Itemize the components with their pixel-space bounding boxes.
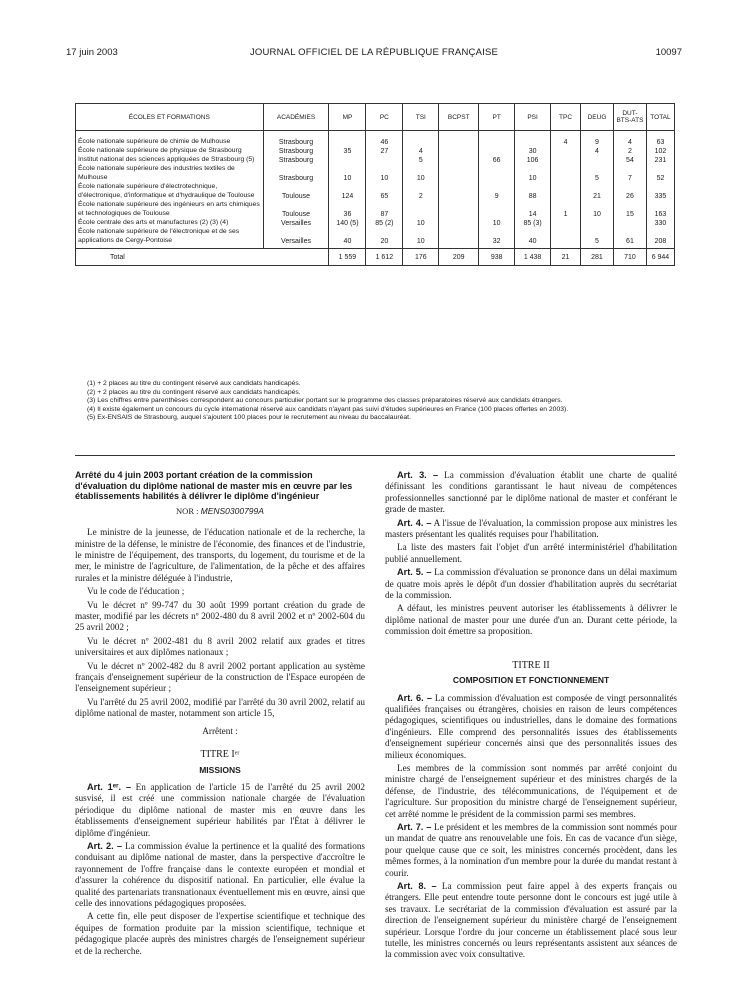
cell-total: 63: [646, 131, 674, 147]
article-label: Art. 8. –: [397, 881, 437, 891]
section-divider: [75, 455, 675, 456]
table-row: [76, 164, 675, 182]
cell-total: 208: [646, 227, 674, 249]
article-1: [75, 782, 365, 839]
cell-pt: [479, 200, 515, 218]
cell-deug: 10: [581, 200, 614, 218]
article-6: [385, 693, 677, 761]
cell-pc: 20: [366, 227, 403, 249]
cell-pc: 46: [366, 131, 403, 147]
table-row: [76, 200, 675, 218]
cell-dut: 26: [613, 182, 646, 200]
article-7: [385, 822, 677, 879]
arretent: Arrêtent :: [202, 725, 238, 736]
cell-tpc: [551, 182, 581, 200]
cell-dut: 54: [613, 155, 646, 164]
footnote: (2) + 2 places au titre du contingent réservé aux candidats handicapés.: [87, 388, 301, 396]
cell-tsi: [403, 131, 439, 147]
cell-tsi: 10: [403, 218, 439, 227]
cell-deug: [581, 155, 614, 164]
cell-psi: 30: [515, 146, 551, 155]
cell-pc: 10: [366, 164, 403, 182]
footnote: (1) + 2 places au titre du contingent réservé aux candidats handicapés.: [87, 380, 301, 387]
column-header: TSI: [403, 104, 439, 131]
article-text: La commission d'évaluation se prononce dans un délai maximum de quatre mois après le dépôt d'un dossier d'habilitation auprès du secrétariat de la commission.: [385, 567, 678, 601]
cell-total: 52: [646, 164, 674, 182]
table-row: [76, 146, 675, 155]
footnote: (4) Il existe également un concours du cycle international réservé aux candidats n'ayant pas suivi d'études supérieures en France (100 places offertes en 2003).: [87, 405, 569, 413]
cell-deug: 4: [581, 146, 614, 155]
composition-heading: COMPOSITION ET FONCTIONNEMENT: [452, 675, 610, 686]
cell-deug: [581, 218, 614, 227]
paragraph: Le ministre de la jeunesse, de l'éducation nationale et de la recherche, la ministre de la défense, le ministre de l'économie, des finances et de l'industrie, le ministre de l'équipement, des transports, du logement, du tourisme et de la mer, le ministre de l'agriculture, de l'alimentation, de la pêche et des affaires rurales et la ministre déléguée à l'industrie,: [75, 527, 365, 583]
cell-bcpst: [439, 227, 479, 249]
total-label: Total: [76, 249, 329, 266]
missions-heading: MISSIONS: [199, 764, 241, 775]
table-row: [76, 218, 675, 227]
cell-pt: [479, 131, 515, 147]
titre-2-heading: TITRE II: [512, 659, 550, 671]
cell-deug: 9: [581, 131, 614, 147]
cell-pc: [366, 155, 403, 164]
article-text: La commission peut faire appel à des experts français ou étrangers. Elle peut entendre toute personne dont le concours est jugé utile à ses travaux. Le secrétariat de la commission d'évaluation est assuré par la direction de l'enseignement supérieur du ministère chargé de l'enseignement supérieur. Lorsque l'ordre du jour concerne un établissement placé sous leur tutelle, les ministres concernés ou leurs représentants assistent aux séances de la commission avec voix consultative.: [385, 881, 678, 960]
cell-pt: 10: [479, 218, 515, 227]
cell-bcpst: [439, 200, 479, 218]
cell-pt: 9: [479, 182, 515, 200]
cell-tpc: [551, 227, 581, 249]
school-name: École nationale supérieure de physique de Strasbourg: [76, 146, 264, 155]
cell-bcpst: [439, 155, 479, 164]
school-name: École nationale supérieure des industries textiles de Mulhouse: [76, 164, 264, 182]
cell-bcpst: [439, 182, 479, 200]
cell-tsi: 2: [403, 182, 439, 200]
cell-tpc: [551, 218, 581, 227]
column-header: ACADÉMIES: [263, 104, 329, 131]
article-text: Le président et les membres de la commission sont nommés pour un mandat de quatre ans renouvelable une fois. En cas de vacance d'un siège, pour quelque cause que ce soit, les ministres concernés procèdent, dans les mêmes formes, à la nomination d'un membre pour la durée du mandat restant à courir.: [385, 821, 678, 878]
school-name: Institut national des sciences appliquées de Strasbourg (5): [76, 155, 264, 164]
cell-bcpst: [439, 146, 479, 155]
cell-acad: Versailles: [263, 227, 329, 249]
table-row: [76, 155, 675, 164]
cell-mp: 36: [329, 200, 366, 218]
cell-deug: 21: [581, 182, 614, 200]
right-column: [385, 470, 677, 963]
paragraph: La liste des masters fait l'objet d'un arrêté interministériel d'habilitation publié annuellement.: [385, 542, 677, 564]
footnote: (3) Les chiffres entre parenthèses correspondent au concours particulier portant sur le programme des classes préparatoires réservé aux candidats étrangers.: [87, 397, 563, 405]
article-label: Art. 5. –: [397, 567, 432, 578]
cell-tpc: 4: [551, 131, 581, 147]
cell-tsi: 10: [403, 164, 439, 182]
total-pc: 1 612: [366, 249, 403, 266]
total-mp: 1 559: [329, 249, 366, 266]
cell-psi: 88: [515, 182, 551, 200]
column-header: TPC: [551, 104, 581, 131]
article-4: [385, 518, 677, 541]
table-footnotes: [87, 380, 677, 423]
cell-acad: Strasbourg: [263, 164, 329, 182]
cell-dut: 4: [613, 131, 646, 147]
cell-tsi: [403, 200, 439, 218]
paragraph: Vu le décret nº 99-747 du 30 août 1999 portant création du grade de master, modifié par les décrets nº 2002-480 du 8 avril 2002 et nº 2002-604 du 25 avril 2002 ;: [75, 599, 365, 633]
total-total: 6 944: [646, 249, 674, 266]
cell-tpc: [551, 146, 581, 155]
cell-acad: Versailles: [263, 218, 329, 227]
cell-dut: [613, 218, 646, 227]
cell-acad: Strasbourg: [263, 155, 329, 164]
article-text: La commission d'évaluation est composée de vingt personnalités qualifiées françaises ou étrangères, choisies en raison de leurs compétences pédagogiques, scientifiques ou industrielles, dans le domaine des formations d'ingénieurs. Elle comprend des personnalités issues des établissements d'enseignement supérieur concernés ainsi que des personnalités issues des milieux économiques.: [385, 692, 678, 760]
column-header: DUT-BTS-ATS: [613, 104, 646, 131]
cell-total: 335: [646, 182, 674, 200]
article-3: [385, 470, 677, 516]
cell-dut: 7: [613, 164, 646, 182]
total-psi: 1 438: [515, 249, 551, 266]
footnote: (5) Ex-ENSAIS de Strasbourg, auquel s'ajoutent 100 places pour le recrutement au niveau du baccalauréat.: [87, 414, 411, 422]
total-deug: 281: [581, 249, 614, 266]
decree-title: Arrêté du 4 juin 2003 portant création de la commission d'évaluation du diplôme national de master mis en œuvre par les établissements habilités à délivrer le diplôme d'ingénieur: [75, 470, 353, 502]
cell-total: 330: [646, 218, 674, 227]
cell-total: 102: [646, 146, 674, 155]
total-tpc: 21: [551, 249, 581, 266]
cell-pt: 32: [479, 227, 515, 249]
cell-tsi: 10: [403, 227, 439, 249]
cell-psi: [515, 131, 551, 147]
cell-pt: [479, 146, 515, 155]
total-pt: 938: [479, 249, 515, 266]
column-header: BCPST: [439, 104, 479, 131]
paragraph: A défaut, les ministres peuvent autoriser les établissements à délivrer le diplôme national de master pour une durée d'un an. Durant cette période, la commission doit émettre sa proposition.: [385, 603, 677, 637]
total-row: [76, 249, 675, 266]
cell-pc: 27: [366, 146, 403, 155]
cell-acad: Strasbourg: [263, 131, 329, 147]
cell-mp: 35: [329, 146, 366, 155]
article-2: [75, 841, 365, 909]
column-header: MP: [329, 104, 366, 131]
cell-tpc: [551, 155, 581, 164]
page-number: 10097: [655, 47, 682, 58]
cell-mp: 40: [329, 227, 366, 249]
cell-pc: 85 (2): [366, 218, 403, 227]
cell-psi: 106: [515, 155, 551, 164]
paragraph: Vu l'arrêté du 25 avril 2002, modifié par l'arrêté du 30 avril 2002, relatif au diplôme national de master, notamment son article 15,: [75, 696, 365, 719]
table-row: [76, 227, 675, 249]
cell-mp: 140 (5): [329, 218, 366, 227]
cell-acad: Toulouse: [263, 200, 329, 218]
article-label: Art. 2. –: [87, 840, 123, 851]
cell-dut: 61: [613, 227, 646, 249]
cell-pc: 65: [366, 182, 403, 200]
nor-label: NOR :: [176, 505, 199, 516]
article-text: A l'issue de l'évaluation, la commission propose aux ministres les masters présentant les qualités requises pour l'habilitation.: [385, 517, 677, 540]
article-text: La commission évalue la pertinence et la qualité des formations conduisant au diplôme national de master, dans la perspective d'accroître le rayonnement de l'offre française dans le contexte européen et mondial et d'assurer la cohérence du dispositif national. En particulier, elle évalue la qualité des partenariats transnationaux éventuellement mis en œuvre, ainsi que celle des innovations pédagogiques proposées.: [75, 840, 365, 908]
cell-bcpst: [439, 131, 479, 147]
cell-tsi: 5: [403, 155, 439, 164]
cell-dut: 2: [613, 146, 646, 155]
cell-psi: 40: [515, 227, 551, 249]
cell-tpc: [551, 164, 581, 182]
article-text: En application de l'article 15 de l'arrêté du 25 avril 2002 susvisé, il est créé une commission nationale chargée de l'évaluation périodique du diplôme national de master mis en œuvre dans les établissements d'enseignement supérieur habilités par l'État à délivrer le diplôme d'ingénieur.: [75, 781, 365, 838]
article-text: La commission d'évaluation établit une charte de qualité définissant les conditions garantissant le haut niveau de compétences professionnelles sanctionné par le diplôme national de master et conférant le grade de master.: [385, 470, 678, 515]
cell-mp: 124: [329, 182, 366, 200]
school-name: École nationale supérieure de chimie de Mulhouse: [76, 131, 264, 147]
column-header: PT: [479, 104, 515, 131]
header-date: 17 juin 2003: [66, 47, 118, 58]
column-header: PC: [366, 104, 403, 131]
cell-total: 163: [646, 200, 674, 218]
titre-1-heading: TITRE Iᵉʳ: [200, 749, 240, 761]
article-label: Art. 6. –: [397, 692, 432, 703]
paragraph: Vu le code de l'éducation ;: [87, 586, 185, 597]
cell-pt: 66: [479, 155, 515, 164]
cell-acad: Strasbourg: [263, 146, 329, 155]
table-row: [76, 131, 675, 147]
journal-title: JOURNAL OFFICIEL DE LA RÉPUBLIQUE FRANÇAISE: [249, 47, 499, 58]
cell-deug: 5: [581, 227, 614, 249]
cell-bcpst: [439, 164, 479, 182]
nor-reference: [75, 506, 365, 517]
table-header-row: [76, 104, 675, 131]
cell-psi: 85 (3): [515, 218, 551, 227]
cell-tsi: 4: [403, 146, 439, 155]
article-8: [385, 881, 677, 961]
school-name: École nationale supérieure de l'électronique et de ses applications de Cergy-Pontoise: [76, 227, 264, 249]
column-header: TOTAL: [646, 104, 674, 131]
cell-tpc: 1: [551, 200, 581, 218]
cell-bcpst: [439, 218, 479, 227]
cell-mp: [329, 155, 366, 164]
column-header: PSI: [515, 104, 551, 131]
cell-pt: [479, 164, 515, 182]
table-row: [76, 182, 675, 200]
school-name: École nationale supérieure des ingénieurs en arts chimiques et technologiques de Toulouse: [76, 200, 264, 218]
article-label: Art. 3. –: [397, 470, 439, 480]
places-table: [75, 103, 675, 266]
total-bcpst: 209: [439, 249, 479, 266]
nor-code: MENS0300799A: [200, 505, 264, 516]
school-name: École nationale supérieure d'électrotechnique, d'électronique, d'informatique et d'hydraulique de Toulouse: [76, 182, 264, 200]
paragraph: Vu le décret nº 2002-482 du 8 avril 2002 portant application au système français d'enseignement supérieur de la construction de l'Espace européen de l'enseignement supérieur ;: [75, 660, 365, 694]
article-5: [385, 567, 677, 601]
cell-mp: [329, 131, 366, 147]
paragraph: Les membres de la commission sont nommés par arrêté conjoint du ministre chargé de l'enseignement supérieur et des ministres chargés de la défense, de l'industrie, des télécommunications, de l'équipement et de l'agriculture. Sur proposition du ministre chargé de l'enseignement supérieur, cet arrêté nomme le président de la commission parmi ses membres.: [385, 762, 677, 819]
cell-pc: 87: [366, 200, 403, 218]
paragraph: A cette fin, elle peut disposer de l'expertise scientifique et technique des équipes de formation produite par la mission scientifique, technique et pédagogique placée auprès des ministres chargés de l'enseignement supérieur et de la recherche.: [75, 911, 365, 956]
cell-psi: 14: [515, 200, 551, 218]
article-label: Art. 1ᵉʳ. –: [87, 781, 132, 792]
total-tsi: 176: [403, 249, 439, 266]
cell-mp: 10: [329, 164, 366, 182]
article-label: Art. 7. –: [397, 821, 432, 832]
total-dut: 710: [613, 249, 646, 266]
article-label: Art. 4. –: [397, 517, 432, 528]
cell-psi: 10: [515, 164, 551, 182]
cell-dut: 15: [613, 200, 646, 218]
cell-acad: Toulouse: [263, 182, 329, 200]
school-name: École centrale des arts et manufactures (2) (3) (4): [76, 218, 264, 227]
cell-total: 231: [646, 155, 674, 164]
left-column: [75, 470, 365, 959]
cell-deug: 5: [581, 164, 614, 182]
column-header: DEUG: [581, 104, 614, 131]
column-header: ÉCOLES ET FORMATIONS: [76, 104, 264, 131]
paragraph: Vu le décret nº 2002-481 du 8 avril 2002 relatif aux grades et titres universitaires et aux diplômes nationaux ;: [75, 635, 365, 658]
